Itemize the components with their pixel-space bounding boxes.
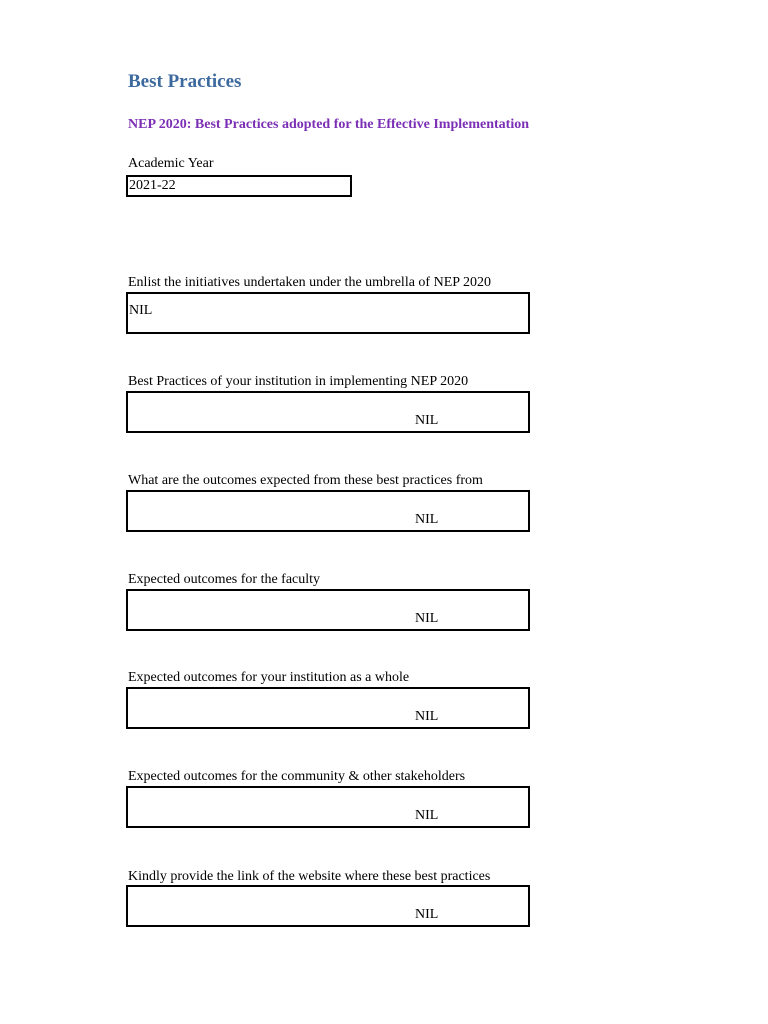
- initiatives-label: Enlist the initiatives undertaken under the umbrella of NEP 2020: [128, 275, 492, 290]
- faculty-outcomes-value: NIL: [415, 611, 439, 626]
- outcomes-expected-label: What are the outcomes expected from these best practices from: [128, 473, 483, 488]
- best-practices-label: Best Practices of your institution in implementing NEP 2020: [128, 374, 469, 389]
- website-link-value: NIL: [415, 907, 439, 922]
- faculty-outcomes-label: Expected outcomes for the faculty: [128, 572, 321, 587]
- academic-year-label: Academic Year: [128, 156, 214, 171]
- outcomes-expected-value: NIL: [415, 512, 439, 527]
- initiatives-value: NIL: [129, 303, 153, 318]
- community-outcomes-label: Expected outcomes for the community & other stakeholders: [128, 769, 466, 784]
- faculty-outcomes-field[interactable]: [126, 589, 530, 631]
- best-practices-value: NIL: [415, 413, 439, 428]
- community-outcomes-field[interactable]: [126, 786, 530, 828]
- initiatives-field[interactable]: [126, 292, 530, 334]
- page-subtitle: NEP 2020: Best Practices adopted for the Effective Implementation: [128, 117, 529, 132]
- website-link-field[interactable]: [126, 885, 530, 927]
- page-title: Best Practices: [128, 71, 242, 92]
- outcomes-expected-field[interactable]: [126, 490, 530, 532]
- institution-outcomes-field[interactable]: [126, 687, 530, 729]
- institution-outcomes-value: NIL: [415, 709, 439, 724]
- community-outcomes-value: NIL: [415, 808, 439, 823]
- best-practices-field[interactable]: [126, 391, 530, 433]
- academic-year-field[interactable]: 2021-22: [126, 175, 352, 197]
- website-link-label: Kindly provide the link of the website where these best practices: [128, 869, 491, 884]
- institution-outcomes-label: Expected outcomes for your institution as a whole: [128, 670, 410, 685]
